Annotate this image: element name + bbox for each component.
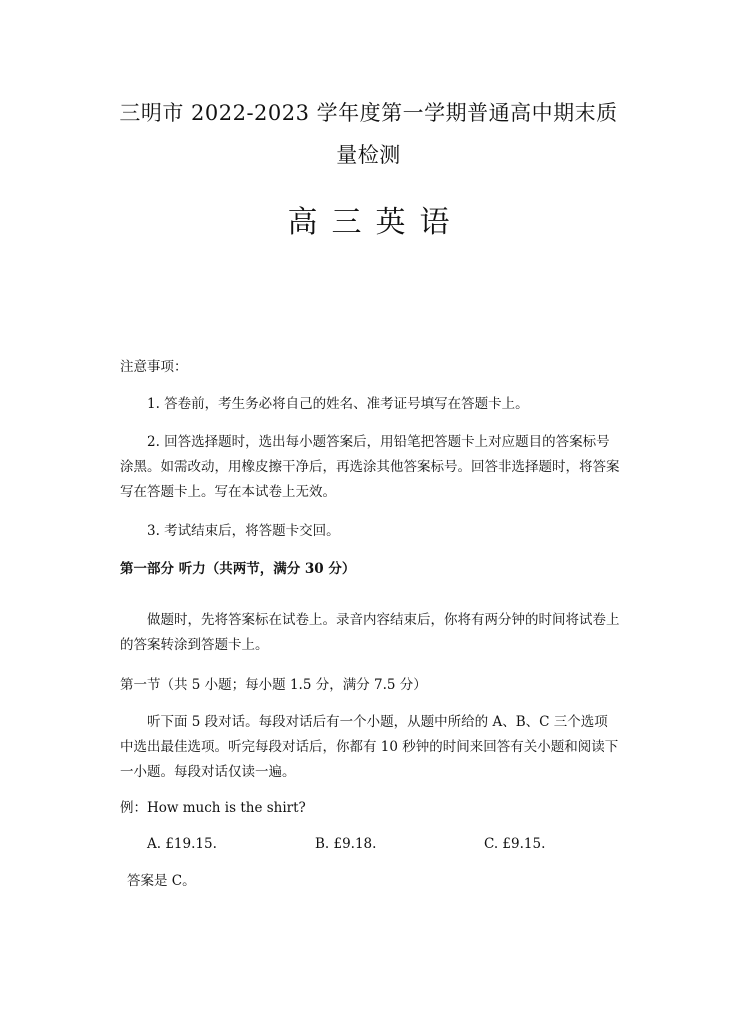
exam-title-line-1: 三明市 2022-2023 学年度第一学期普通高中期末质 — [119, 101, 618, 125]
part1-instruction: 做题时，先将答案标在试卷上。录音内容结束后，你将有两分钟的时间将试卷上的答案转涂到答题卡上。 — [120, 612, 620, 653]
notice-heading: 注意事项： — [120, 359, 188, 375]
exam-title-line-2: 量检测 — [336, 143, 401, 167]
example-answer: 答案是 C。 — [127, 873, 196, 889]
example-question: 例：How much is the shirt? — [120, 800, 306, 816]
example-option-c: C. £9.15. — [484, 836, 546, 852]
notice-item-1: 1. 答卷前，考生务必将自己的姓名、准考证号填写在答题卡上。 — [147, 396, 529, 412]
notice-item-3: 3. 考试结束后，将答题卡交回。 — [147, 523, 340, 539]
section1-instruction: 听下面 5 段对话。每段对话后有一个小题，从题中所给的 A、B、C 三个选项中选出最佳选项。听完每段对话后，你都有 10 秒钟的时间来回答有关小题和阅读下一小题。每段对话仅读一遍。 — [120, 714, 619, 780]
section1-heading: 第一节（共 5 小题；每小题 1.5 分，满分 7.5 分） — [120, 677, 427, 693]
example-option-b: B. £9.18. — [315, 836, 377, 852]
subject-title: 高三英语 — [287, 205, 464, 240]
notice-item-2: 2. 回答选择题时，选出每小题答案后，用铅笔把答题卡上对应题目的答案标号涂黑。如需改动，用橡皮擦干净后，再选涂其他答案标号。回答非选择题时，将答案写在答题卡上。写在本试卷上无效。 — [120, 434, 620, 500]
example-option-a: A. £19.15. — [147, 836, 217, 852]
part1-heading: 第一部分 听力（共两节，满分 30 分） — [120, 561, 356, 577]
